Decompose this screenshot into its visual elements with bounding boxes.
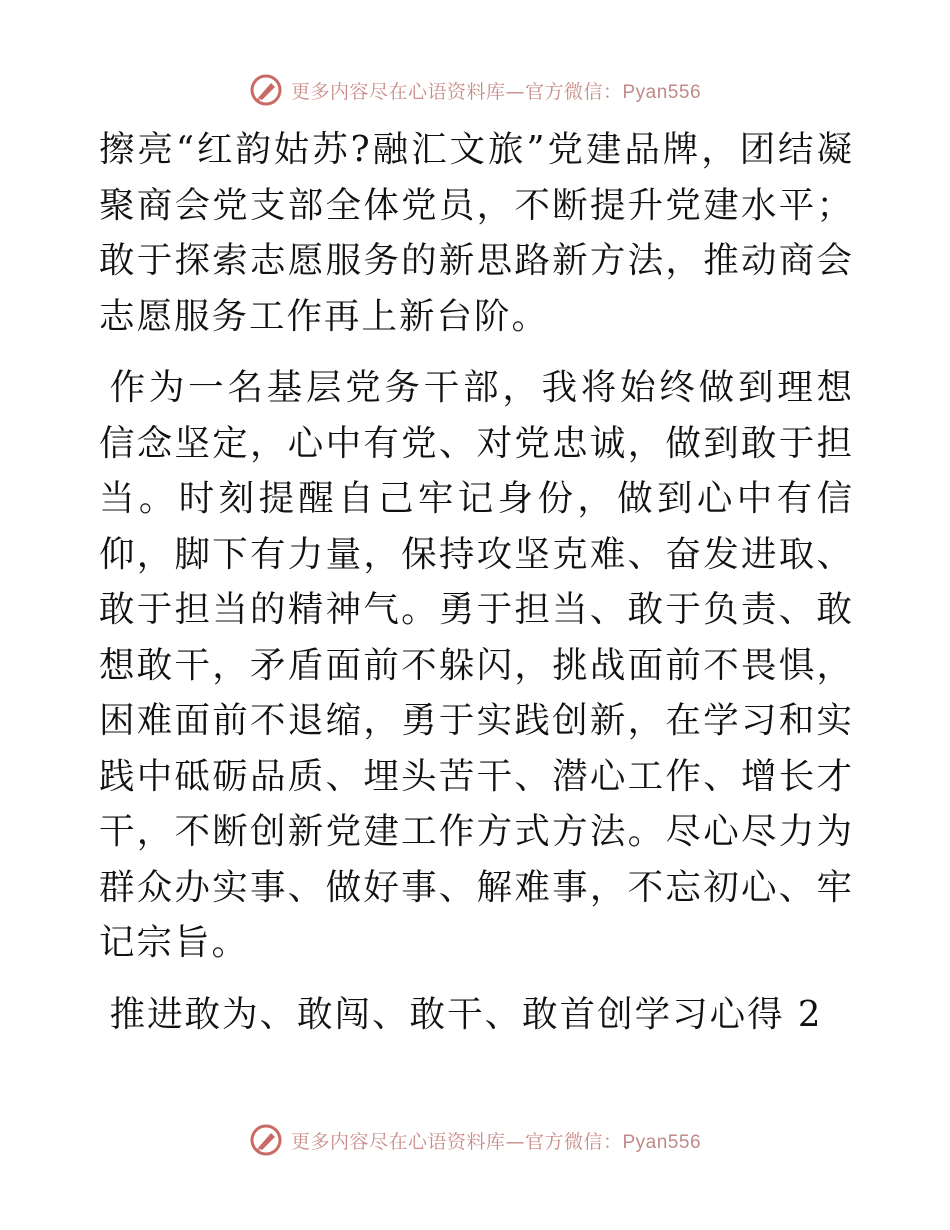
- watermark-separator: —: [505, 1130, 525, 1153]
- watermark-wechat-label: 官方微信：: [524, 1130, 623, 1153]
- section-heading: 推进敢为、敢闯、敢干、敢首创学习心得 2: [109, 993, 823, 1035]
- footer-watermark: [0, 1120, 950, 1160]
- watermark-text: [291, 77, 701, 104]
- watermark-text: [291, 1127, 701, 1154]
- watermark-main: 更多内容尽在心语资料库: [290, 1130, 506, 1153]
- watermark-wechat-id: Pyan556: [622, 81, 702, 103]
- watermark-main: 更多内容尽在心语资料库: [290, 80, 506, 103]
- watermark-wechat-label: 官方微信：: [524, 80, 623, 103]
- paragraph-1: 擦亮“红韵姑苏?融汇文旅”党建品牌，团结凝聚商会党支部全体党员，不断提升党建水平；敢于探索志愿服务的新思路新方法，推动商会志愿服务工作再上新台阶。: [99, 129, 854, 337]
- pen-nib-logo-icon: [249, 1123, 283, 1157]
- paragraph-2: 作为一名基层党务干部，我将始终做到理想信念坚定，心中有党、对党忠诚，做到敢于担当。时刻提醒自己牢记身份，做到心中有信仰，脚下有力量，保持攻坚克难、奋发进取、敢于担当的精神气。勇于担当、敢于负责、敢想敢干，矛盾面前不躲闪，挑战面前不畏惧，困难面前不退缩，勇于实践创新，在学习和实践中砥砺品质、埋头苦干、潜心工作、增长才干，不断创新党建工作方式方法。尽心尽力为群众办实事、做好事、解难事，不忘初心、牢记宗旨。: [99, 367, 854, 963]
- watermark-separator: —: [505, 80, 525, 103]
- pen-nib-logo-icon: [249, 73, 283, 107]
- document-body: [99, 122, 854, 1042]
- watermark-wechat-id: Pyan556: [622, 1131, 702, 1153]
- header-watermark: [0, 70, 950, 110]
